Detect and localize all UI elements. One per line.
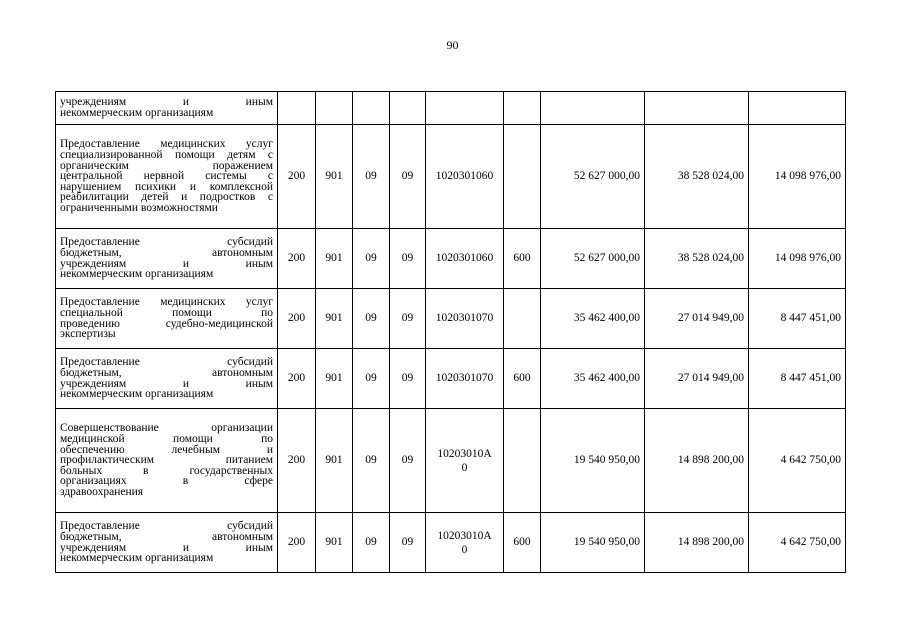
admin-code: 200 <box>278 349 316 409</box>
amount-remaining: 14 098 976,00 <box>749 125 846 229</box>
description-line: учреждениям и иным <box>60 257 273 270</box>
ministry-code <box>316 92 353 125</box>
amount-remaining: 4 642 750,00 <box>749 409 846 513</box>
table-row <box>56 125 846 229</box>
amount-planned: 19 540 950,00 <box>541 513 645 573</box>
description-line: некоммерческим организациям <box>60 268 214 281</box>
description-line: реабилитации детей и подростков с <box>60 191 273 204</box>
amount-executed: 27 014 949,00 <box>645 289 749 349</box>
section-code: 09 <box>353 289 390 349</box>
description-line: учреждениям и иным <box>60 541 273 554</box>
ministry-code: 901 <box>316 289 353 349</box>
ministry-code: 901 <box>316 125 353 229</box>
description-line: здравоохранения <box>60 485 144 498</box>
description-line: проведению судебно-медицинской <box>60 317 273 330</box>
target-article-code <box>426 513 504 573</box>
admin-code: 200 <box>278 229 316 289</box>
description-line: специальной помощи по <box>60 306 273 319</box>
target-article-code: 1020301070 <box>426 289 504 349</box>
amount-executed: 38 528 024,00 <box>645 125 749 229</box>
row-description <box>56 229 278 289</box>
row-description <box>56 125 278 229</box>
subsection-code: 09 <box>390 349 426 409</box>
description-line: Предоставление субсидий <box>60 520 273 533</box>
subsection-code <box>390 92 426 125</box>
description-line: Предоставление субсидий <box>60 356 273 369</box>
target-article-line: 10203010А <box>437 447 492 460</box>
table-row <box>56 289 846 349</box>
admin-code <box>278 92 316 125</box>
description-line: бюджетным, автономным <box>60 530 273 543</box>
amount-executed: 14 898 200,00 <box>645 409 749 513</box>
description-line: некоммерческим организациям <box>60 106 214 119</box>
target-article-code: 1020301070 <box>426 349 504 409</box>
description-line: экспертизы <box>60 328 116 341</box>
amount-planned: 52 627 000,00 <box>541 229 645 289</box>
description-line: органическим поражением <box>60 159 273 172</box>
expense-type-code: 600 <box>504 349 541 409</box>
target-article-code: 1020301060 <box>426 125 504 229</box>
page-number: 90 <box>446 38 459 52</box>
table-body <box>56 92 846 573</box>
section-code: 09 <box>353 409 390 513</box>
expense-type-code <box>504 409 541 513</box>
description-line: учреждениям и иным <box>60 377 273 390</box>
expense-type-code: 600 <box>504 513 541 573</box>
description-line: обеспечению лечебным и <box>60 443 273 456</box>
ministry-code: 901 <box>316 229 353 289</box>
subsection-code: 09 <box>390 513 426 573</box>
target-article-code: 1020301060 <box>426 229 504 289</box>
target-article-line: 10203010А <box>437 529 492 542</box>
table-row <box>56 349 846 409</box>
admin-code: 200 <box>278 409 316 513</box>
description-line: медицинской помощи по <box>60 433 273 446</box>
subsection-code: 09 <box>390 289 426 349</box>
section-code: 09 <box>353 513 390 573</box>
amount-remaining <box>749 92 846 125</box>
row-description <box>56 409 278 513</box>
budget-table <box>55 91 846 573</box>
section-code: 09 <box>353 349 390 409</box>
description-line: некоммерческим организациям <box>60 388 214 401</box>
description-line: профилактическим питанием <box>60 454 273 467</box>
description-line: некоммерческим организациям <box>60 552 214 565</box>
amount-planned: 19 540 950,00 <box>541 409 645 513</box>
table-row <box>56 92 846 125</box>
admin-code: 200 <box>278 289 316 349</box>
table-row <box>56 513 846 573</box>
description-line: больных в государственных <box>60 464 273 477</box>
amount-planned <box>541 92 645 125</box>
ministry-code: 901 <box>316 349 353 409</box>
subsection-code: 09 <box>390 229 426 289</box>
ministry-code: 901 <box>316 513 353 573</box>
admin-code: 200 <box>278 513 316 573</box>
expense-type-code: 600 <box>504 229 541 289</box>
amount-executed: 27 014 949,00 <box>645 349 749 409</box>
description-line: Предоставление медицинских услуг <box>60 138 273 151</box>
amount-remaining: 4 642 750,00 <box>749 513 846 573</box>
description-line: специализированной помощи детям с <box>60 149 273 162</box>
description-line: центральной нервной системы с <box>60 170 273 183</box>
description-line: Совершенствование организации <box>60 422 273 435</box>
target-article-code <box>426 92 504 125</box>
table-row <box>56 229 846 289</box>
description-line: организациях в сфере <box>60 475 273 488</box>
row-description <box>56 92 278 125</box>
amount-executed: 14 898 200,00 <box>645 513 749 573</box>
amount-planned: 35 462 400,00 <box>541 349 645 409</box>
amount-executed <box>645 92 749 125</box>
subsection-code: 09 <box>390 125 426 229</box>
subsection-code: 09 <box>390 409 426 513</box>
row-description <box>56 513 278 573</box>
description-line: бюджетным, автономным <box>60 246 273 259</box>
expense-type-code <box>504 125 541 229</box>
description-line: Предоставление медицинских услуг <box>60 296 273 309</box>
description-line: учреждениям и иным <box>60 95 273 108</box>
admin-code: 200 <box>278 125 316 229</box>
ministry-code: 901 <box>316 409 353 513</box>
row-description <box>56 289 278 349</box>
table-row <box>56 409 846 513</box>
amount-planned: 52 627 000,00 <box>541 125 645 229</box>
amount-planned: 35 462 400,00 <box>541 289 645 349</box>
description-line: нарушением психики и комплексной <box>60 180 273 193</box>
target-article-code <box>426 409 504 513</box>
section-code: 09 <box>353 125 390 229</box>
description-line: бюджетным, автономным <box>60 366 273 379</box>
expense-type-code <box>504 92 541 125</box>
section-code <box>353 92 390 125</box>
target-article-line: 0 <box>461 461 468 474</box>
target-article-line: 0 <box>461 543 468 556</box>
amount-remaining: 8 447 451,00 <box>749 349 846 409</box>
amount-remaining: 8 447 451,00 <box>749 289 846 349</box>
amount-executed: 38 528 024,00 <box>645 229 749 289</box>
description-line: Предоставление субсидий <box>60 236 273 249</box>
amount-remaining: 14 098 976,00 <box>749 229 846 289</box>
description-line: ограниченными возможностями <box>60 201 218 214</box>
row-description <box>56 349 278 409</box>
section-code: 09 <box>353 229 390 289</box>
expense-type-code <box>504 289 541 349</box>
